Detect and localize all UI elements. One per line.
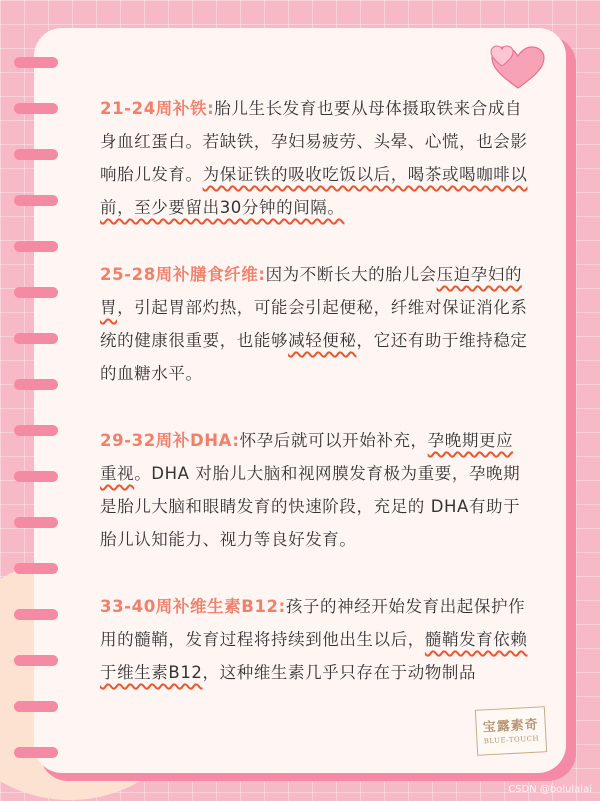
binder-ring xyxy=(14,655,58,666)
binder-ring xyxy=(14,609,58,620)
binder-ring xyxy=(14,287,58,298)
binder-ring xyxy=(14,241,58,252)
section-text: 。DHA 对胎儿大脑和视网膜发育极为重要，孕晚期是胎儿大脑和眼睛发育的快速阶段，充足的 DHA有助于胎儿认知能力、视力等良好发育。 xyxy=(100,464,521,549)
binder-ring xyxy=(14,563,58,574)
watermark: CSDN @bolulalai xyxy=(508,784,592,795)
highlighted-text: 减轻便秘 xyxy=(288,331,357,350)
section-text: 孩子的神经开始发育出起保护作用的髓鞘，发育过程将持续到他出生以后， xyxy=(100,597,526,649)
brand-stamp-logo xyxy=(475,706,547,756)
section-fiber xyxy=(100,258,530,390)
highlighted-text: 压迫孕妇的胃 xyxy=(100,265,523,317)
binder-ring xyxy=(14,333,58,344)
section-heading: 25-28周补膳食纤维: xyxy=(100,265,266,284)
section-iron xyxy=(100,92,530,224)
section-text: ，引起胃部灼热，可能会引起便秘，纤维对保证消化系统的健康很重要，也能够 xyxy=(100,298,528,350)
highlighted-text: 髓鞘发育依赖于维生素B12 xyxy=(100,630,528,682)
binder-ring xyxy=(14,379,58,390)
section-heading: 33-40周补维生素B12: xyxy=(100,597,286,616)
highlighted-text: 为保证铁的吸收吃饭以后，喝茶或喝咖啡以前，至少要留出30分钟的间隔。 xyxy=(100,165,528,217)
binder-ring xyxy=(14,747,58,758)
binder-ring xyxy=(14,57,58,68)
section-b12 xyxy=(100,590,530,689)
section-heading: 21-24周补铁: xyxy=(100,99,215,118)
section-heading: 29-32周补DHA: xyxy=(100,431,240,450)
binder-ring xyxy=(14,471,58,482)
highlighted-text: 孕晚期更应重视 xyxy=(100,431,514,483)
binder-ring xyxy=(14,103,58,114)
content-area xyxy=(100,92,530,723)
stamp-title: 宝露素奇 xyxy=(482,717,540,736)
section-text: 因为不断长大的胎儿会 xyxy=(265,265,437,284)
binder-ring xyxy=(14,701,58,712)
section-text: 胎儿生长发育也要从母体摄取铁来合成自身血红蛋白。若缺铁，孕妇易疲劳、头晕、心慌，也会影响胎儿发育。 xyxy=(100,99,528,184)
binder-ring xyxy=(14,425,58,436)
section-text: ，这种维生素几乎只存在于动物制品 xyxy=(202,663,477,682)
stamp-subtitle: BLUE-TOUCH xyxy=(483,734,540,746)
section-dha xyxy=(100,424,530,556)
binder-ring xyxy=(14,149,58,160)
binder-ring xyxy=(14,195,58,206)
binder-ring xyxy=(14,517,58,528)
hearts-icon xyxy=(488,44,548,94)
section-text: ，它还有助于维持稳定的血糖水平。 xyxy=(100,331,528,383)
section-text: 怀孕后就可以开始补充， xyxy=(239,431,428,450)
